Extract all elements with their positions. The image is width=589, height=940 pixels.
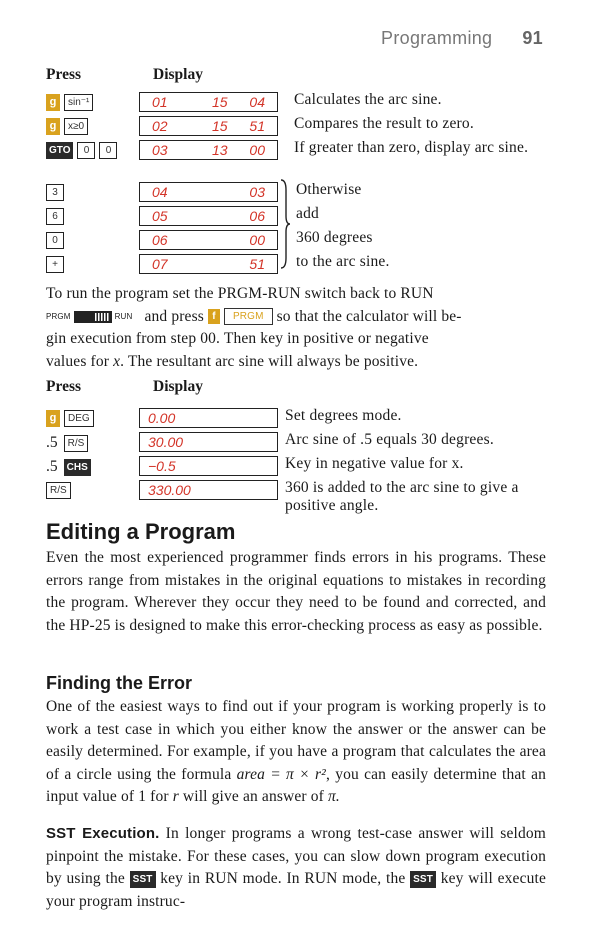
sst-key-2[interactable]: SST [410,871,436,888]
keystroke-group [46,256,64,273]
page-header [381,28,543,49]
calculator-key[interactable]: g [46,94,60,111]
display-value: 0.00 [148,410,176,426]
example-description: 360 is added to the arc sine to give a positive angle. [285,479,519,514]
run-line-1: To run the program set the PRGM-RUN switch back to RUN [46,285,434,302]
display-readout [139,230,278,250]
sst-text-2: key in RUN mode. In RUN mode, the [160,870,406,887]
switch-label-run: RUN [114,311,133,321]
keycode-1: 15 [212,118,228,134]
display-readout [139,408,278,428]
keystroke-group [46,184,64,201]
keystroke-group [46,458,91,476]
display-readout [139,116,278,136]
press-column-header: Press [46,66,82,83]
keycode-2: 51 [249,256,265,272]
finding-text-2: , you can easily determine that an input value of 1 for [46,765,546,805]
program-step-row [0,182,589,204]
calculator-key[interactable]: 3 [46,184,64,201]
press-column-header-2: Press [46,378,82,395]
display-readout [139,182,278,202]
var-r: r [172,788,179,805]
example-row [0,456,589,478]
display-readout [139,140,278,160]
display-value: −0.5 [148,458,176,474]
pi-answer: π. [328,788,340,805]
step-description: Compares the result to zero. [294,115,474,132]
sst-text-3: key will execute your program instruc- [46,870,546,910]
keystroke-group [46,434,88,452]
keystroke-group [46,94,93,111]
run-line-3: gin execution from step 00. Then key in positive or negative [46,330,429,348]
calculator-key[interactable]: R/S [64,435,89,452]
keycode-2: 03 [249,184,265,200]
example-row [0,479,589,514]
sst-text-1: In longer programs a wrong test-case answer will seldom pinpoint the mistake. For these cases, you can slow down program execution by using the [46,825,546,887]
display-readout [139,206,278,226]
display-value: 30.00 [148,434,184,450]
keystroke-group [46,142,117,159]
finding-paragraph [46,696,546,809]
step-number: 06 [152,232,168,248]
display-readout [139,456,278,476]
section-name: Programming [381,28,493,48]
keystroke-group [46,232,64,249]
display-readout [139,432,278,452]
calculator-key[interactable]: 6 [46,208,64,225]
page-number: 91 [522,28,543,48]
finding-text-3: will give an answer of [182,788,324,805]
keycode-2: 00 [249,142,265,158]
calculator-key[interactable]: g [46,118,60,135]
finding-text-1: One of the easiest ways to find out if your program is working properly is to work a test case in which you either know the answer or the answer can be easily determined. For example, if you have a program that calculates the area of a circle using the formula [46,698,546,783]
sst-runin-heading: SST Execution. [46,825,160,842]
step-number: 02 [152,118,168,134]
entered-value: .5 [46,458,58,475]
keycode-2: 51 [249,118,265,134]
keycode-1: 13 [212,142,228,158]
calculator-key[interactable]: GTO [46,142,73,159]
keycode-2: 04 [249,94,265,110]
keystroke-group [46,482,71,499]
step-description: 360 degrees [296,229,373,246]
run-line-2-rest: so that the calculator will be- [276,307,462,325]
keystroke-group [46,118,88,135]
example-description: Key in negative value for x. [285,455,464,472]
switch-slider [74,311,112,323]
run-line-2 [46,306,546,329]
calculator-key[interactable]: x≥0 [64,118,88,135]
sst-paragraph [46,823,546,913]
program-step-row [0,140,589,162]
entered-value: .5 [46,434,58,451]
display-column-header-2: Display [153,378,203,395]
program-step-row [0,230,589,252]
run-line-4b: . The resultant arc sine will always be positive. [120,352,419,370]
step-description: add [296,205,319,222]
and-press-text: and press [144,307,204,325]
calculator-key[interactable]: 0 [99,142,117,159]
example-row [0,408,589,430]
calculator-key[interactable]: DEG [64,410,94,427]
step-description: to the arc sine. [296,253,390,270]
brace-bracket [279,178,291,270]
step-number: 03 [152,142,168,158]
subsection-title: Finding the Error [46,673,192,693]
program-step-row [0,116,589,138]
sst-key[interactable]: SST [130,871,156,888]
display-column-header: Display [153,66,203,83]
keystroke-group [46,208,64,225]
display-readout [139,92,278,112]
calculator-key[interactable]: R/S [46,482,71,499]
keycode-1: 15 [212,94,228,110]
calculator-key[interactable]: 0 [77,142,95,159]
var-x: x [113,352,121,370]
area-formula: area = π × r² [236,765,326,783]
step-description: If greater than zero, display arc sine. [294,139,529,156]
run-line-4a: values for [46,352,114,370]
step-number: 05 [152,208,168,224]
step-number: 01 [152,94,168,110]
calculator-key[interactable]: g [46,410,60,427]
calculator-key[interactable]: 0 [46,232,64,249]
step-number: 07 [152,256,168,272]
display-readout [139,254,278,274]
program-step-row [0,254,589,276]
program-step-row [0,206,589,228]
example-row [0,432,589,454]
calculator-key[interactable]: + [46,256,64,273]
section-title: Editing a Program [46,519,236,544]
example-description: Set degrees mode. [285,407,402,424]
display-value: 330.00 [148,482,191,498]
display-readout [139,480,278,500]
section-paragraph: Even the most experienced programmer finds errors in his programs. These errors range from mistakes in the original equations to mistakes in recording the program. Wherever they occur they need to be found and corrected, and the HP-25 is designed to make this error-checking process as easy as possible. [46,549,546,634]
switch-label-prgm: PRGM [46,311,71,321]
step-description: Otherwise [296,181,362,198]
calculator-key[interactable]: CHS [64,459,91,476]
f-key[interactable]: f [208,309,220,324]
keycode-2: 00 [249,232,265,248]
prgm-key[interactable]: PRGM [224,308,273,325]
keycode-2: 06 [249,208,265,224]
example-description: Arc sine of .5 equals 30 degrees. [285,431,494,448]
prgm-run-switch[interactable] [46,306,132,329]
run-instructions-paragraph [46,283,546,373]
step-number: 04 [152,184,168,200]
keystroke-group [46,410,94,427]
step-description: Calculates the arc sine. [294,91,442,108]
run-line-4 [46,351,546,374]
calculator-key[interactable]: sin⁻¹ [64,94,93,111]
program-step-row [0,92,589,114]
